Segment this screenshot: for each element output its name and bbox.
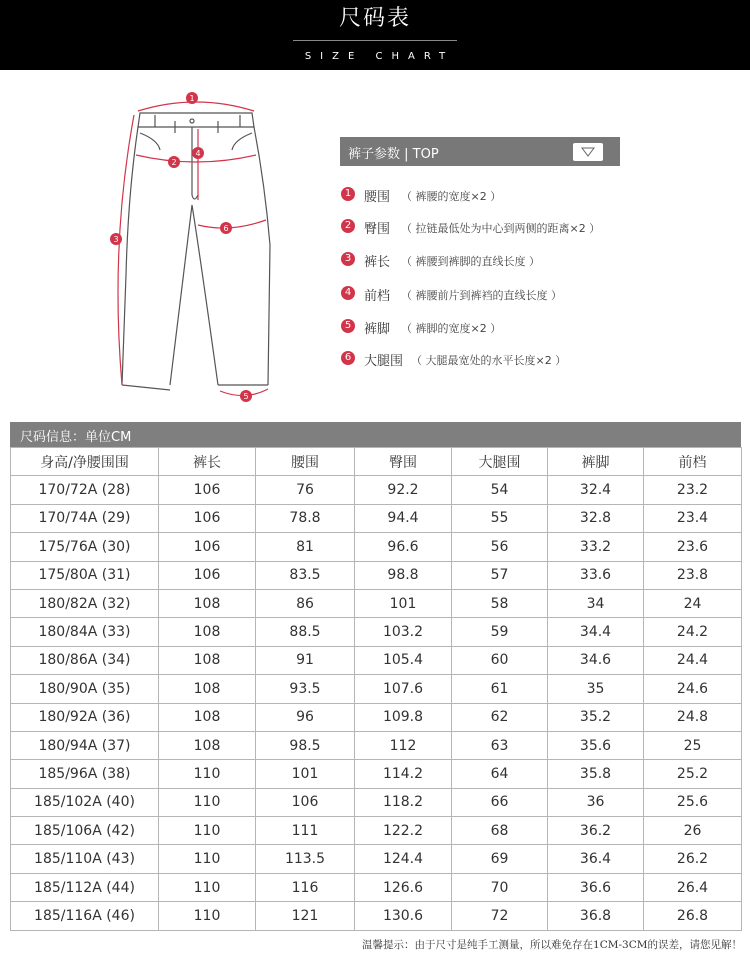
table-cell: 114.2 bbox=[355, 760, 452, 788]
table-cell: 36 bbox=[548, 788, 644, 816]
table-cell: 108 bbox=[159, 675, 256, 703]
table-cell: 101 bbox=[355, 589, 452, 617]
table-cell: 36.6 bbox=[548, 873, 644, 901]
legend-number-badge: 3 bbox=[341, 252, 355, 266]
table-cell: 106 bbox=[159, 561, 256, 589]
table-cell: 180/90A (35) bbox=[11, 675, 159, 703]
column-header: 前档 bbox=[644, 448, 742, 476]
pants-params-bar bbox=[340, 137, 620, 166]
table-cell: 98.8 bbox=[355, 561, 452, 589]
legend-desc: （ 裤腰前片到裤裆的直线长度 ） bbox=[401, 289, 562, 302]
table-cell: 66 bbox=[452, 788, 548, 816]
legend-item-hip bbox=[341, 218, 641, 236]
legend-number-badge: 6 bbox=[341, 351, 355, 365]
table-cell: 106 bbox=[159, 533, 256, 561]
table-header-row bbox=[11, 448, 742, 476]
table-caption: 尺码信息：单位CM bbox=[20, 430, 132, 445]
table-cell: 24 bbox=[644, 589, 742, 617]
legend-item-hem bbox=[341, 318, 641, 336]
table-cell: 91 bbox=[256, 646, 355, 674]
legend-desc: （ 拉链最低处为中心到两侧的距离×2 ） bbox=[401, 222, 601, 235]
table-cell: 185/102A (40) bbox=[11, 788, 159, 816]
legend-name: 臀围 bbox=[364, 222, 391, 237]
table-cell: 26.8 bbox=[644, 902, 742, 930]
legend-number-badge: 5 bbox=[341, 319, 355, 333]
table-cell: 35 bbox=[548, 675, 644, 703]
table-cell: 68 bbox=[452, 817, 548, 845]
table-cell: 110 bbox=[159, 760, 256, 788]
table-cell: 170/74A (29) bbox=[11, 504, 159, 532]
table-cell: 124.4 bbox=[355, 845, 452, 873]
table-cell: 70 bbox=[452, 873, 548, 901]
svg-text:6: 6 bbox=[223, 224, 229, 233]
table-cell: 93.5 bbox=[256, 675, 355, 703]
table-cell: 92.2 bbox=[355, 476, 452, 504]
legend-name: 大腿围 bbox=[364, 354, 404, 369]
table-cell: 111 bbox=[256, 817, 355, 845]
table-cell: 105.4 bbox=[355, 646, 452, 674]
table-row bbox=[11, 817, 742, 845]
table-cell: 170/72A (28) bbox=[11, 476, 159, 504]
triangle-down-icon bbox=[573, 143, 603, 161]
table-cell: 78.8 bbox=[256, 504, 355, 532]
svg-text:3: 3 bbox=[113, 235, 119, 244]
column-header: 臀围 bbox=[355, 448, 452, 476]
table-cell: 112 bbox=[355, 731, 452, 759]
table-cell: 94.4 bbox=[355, 504, 452, 532]
svg-text:4: 4 bbox=[195, 149, 201, 158]
table-row bbox=[11, 788, 742, 816]
table-cell: 55 bbox=[452, 504, 548, 532]
table-cell: 96.6 bbox=[355, 533, 452, 561]
table-cell: 76 bbox=[256, 476, 355, 504]
table-row bbox=[11, 873, 742, 901]
legend-name: 裤脚 bbox=[364, 322, 391, 337]
table-cell: 23.2 bbox=[644, 476, 742, 504]
measurement-note: 温馨提示：由于尺寸是纯手工测量，所以难免存在1CM-3CM的误差，请您见解！ bbox=[362, 939, 742, 951]
table-cell: 33.6 bbox=[548, 561, 644, 589]
table-cell: 180/94A (37) bbox=[11, 731, 159, 759]
table-cell: 180/86A (34) bbox=[11, 646, 159, 674]
table-cell: 62 bbox=[452, 703, 548, 731]
legend-item-length bbox=[341, 251, 641, 269]
legend-desc: （ 裤脚的宽度×2 ） bbox=[401, 322, 502, 335]
table-cell: 101 bbox=[256, 760, 355, 788]
table-cell: 103.2 bbox=[355, 618, 452, 646]
table-cell: 24.2 bbox=[644, 618, 742, 646]
legend-desc: （ 大腿最宽处的水平长度×2 ） bbox=[411, 354, 567, 367]
table-row bbox=[11, 618, 742, 646]
table-cell: 180/82A (32) bbox=[11, 589, 159, 617]
table-cell: 69 bbox=[452, 845, 548, 873]
table-cell: 106 bbox=[256, 788, 355, 816]
legend-desc: （ 裤腰的宽度×2 ） bbox=[401, 190, 502, 203]
table-cell: 60 bbox=[452, 646, 548, 674]
table-cell: 126.6 bbox=[355, 873, 452, 901]
column-header: 裤脚 bbox=[548, 448, 644, 476]
table-cell: 36.4 bbox=[548, 845, 644, 873]
params-dropdown-button[interactable] bbox=[573, 143, 603, 161]
table-row bbox=[11, 589, 742, 617]
table-cell: 108 bbox=[159, 589, 256, 617]
column-header: 身高/净腰围围 bbox=[11, 448, 159, 476]
legend-number-badge: 1 bbox=[341, 187, 355, 201]
table-cell: 26 bbox=[644, 817, 742, 845]
table-row bbox=[11, 703, 742, 731]
table-cell: 34.4 bbox=[548, 618, 644, 646]
table-cell: 122.2 bbox=[355, 817, 452, 845]
legend-number-badge: 2 bbox=[341, 219, 355, 233]
table-cell: 26.4 bbox=[644, 873, 742, 901]
legend-item-waist bbox=[341, 186, 641, 204]
table-row bbox=[11, 845, 742, 873]
page-subtitle: SIZE CHART bbox=[304, 51, 455, 62]
table-cell: 86 bbox=[256, 589, 355, 617]
table-cell: 25.6 bbox=[644, 788, 742, 816]
table-cell: 121 bbox=[256, 902, 355, 930]
page-header bbox=[0, 0, 750, 70]
column-header: 腰围 bbox=[256, 448, 355, 476]
table-cell: 36.8 bbox=[548, 902, 644, 930]
table-cell: 58 bbox=[452, 589, 548, 617]
table-cell: 180/92A (36) bbox=[11, 703, 159, 731]
table-cell: 24.4 bbox=[644, 646, 742, 674]
table-cell: 98.5 bbox=[256, 731, 355, 759]
legend-name: 腰围 bbox=[364, 190, 391, 205]
table-cell: 110 bbox=[159, 873, 256, 901]
table-cell: 33.2 bbox=[548, 533, 644, 561]
table-cell: 23.8 bbox=[644, 561, 742, 589]
legend-name: 裤长 bbox=[364, 255, 391, 270]
table-cell: 107.6 bbox=[355, 675, 452, 703]
table-cell: 110 bbox=[159, 845, 256, 873]
table-cell: 25.2 bbox=[644, 760, 742, 788]
table-cell: 83.5 bbox=[256, 561, 355, 589]
table-cell: 63 bbox=[452, 731, 548, 759]
table-cell: 108 bbox=[159, 646, 256, 674]
legend-item-thigh bbox=[341, 350, 641, 368]
table-row bbox=[11, 902, 742, 930]
table-cell: 109.8 bbox=[355, 703, 452, 731]
table-cell: 24.8 bbox=[644, 703, 742, 731]
table-cell: 81 bbox=[256, 533, 355, 561]
column-header: 裤长 bbox=[159, 448, 256, 476]
header-divider bbox=[293, 40, 457, 41]
table-cell: 130.6 bbox=[355, 902, 452, 930]
table-cell: 116 bbox=[256, 873, 355, 901]
table-row bbox=[11, 533, 742, 561]
table-row bbox=[11, 561, 742, 589]
legend-desc: （ 裤腰到裤脚的直线长度 ） bbox=[401, 255, 540, 268]
table-cell: 56 bbox=[452, 533, 548, 561]
table-cell: 24.6 bbox=[644, 675, 742, 703]
table-cell: 175/76A (30) bbox=[11, 533, 159, 561]
table-cell: 185/106A (42) bbox=[11, 817, 159, 845]
table-cell: 108 bbox=[159, 618, 256, 646]
table-cell: 32.8 bbox=[548, 504, 644, 532]
page-title: 尺码表 bbox=[338, 6, 411, 31]
table-cell: 113.5 bbox=[256, 845, 355, 873]
table-cell: 26.2 bbox=[644, 845, 742, 873]
table-row bbox=[11, 675, 742, 703]
table-caption-bar bbox=[10, 422, 741, 447]
table-cell: 110 bbox=[159, 788, 256, 816]
svg-text:1: 1 bbox=[189, 94, 195, 103]
params-bar-label: 裤子参数 | TOP bbox=[348, 147, 439, 162]
column-header: 大腿围 bbox=[452, 448, 548, 476]
table-row bbox=[11, 760, 742, 788]
legend-name: 前档 bbox=[364, 289, 391, 304]
table-cell: 35.8 bbox=[548, 760, 644, 788]
table-cell: 64 bbox=[452, 760, 548, 788]
table-cell: 23.6 bbox=[644, 533, 742, 561]
table-cell: 118.2 bbox=[355, 788, 452, 816]
table-cell: 34 bbox=[548, 589, 644, 617]
table-row bbox=[11, 731, 742, 759]
table-cell: 185/112A (44) bbox=[11, 873, 159, 901]
table-cell: 175/80A (31) bbox=[11, 561, 159, 589]
svg-text:5: 5 bbox=[243, 392, 249, 401]
table-cell: 185/116A (46) bbox=[11, 902, 159, 930]
table-cell: 88.5 bbox=[256, 618, 355, 646]
table-cell: 110 bbox=[159, 902, 256, 930]
legend-item-front-rise bbox=[341, 285, 641, 303]
table-cell: 35.6 bbox=[548, 731, 644, 759]
table-cell: 32.4 bbox=[548, 476, 644, 504]
table-cell: 23.4 bbox=[644, 504, 742, 532]
table-cell: 96 bbox=[256, 703, 355, 731]
table-cell: 185/110A (43) bbox=[11, 845, 159, 873]
table-row bbox=[11, 504, 742, 532]
table-row bbox=[11, 646, 742, 674]
table-cell: 110 bbox=[159, 817, 256, 845]
table-cell: 57 bbox=[452, 561, 548, 589]
svg-text:2: 2 bbox=[171, 158, 177, 167]
size-table bbox=[10, 447, 742, 931]
table-cell: 106 bbox=[159, 504, 256, 532]
table-cell: 54 bbox=[452, 476, 548, 504]
table-cell: 72 bbox=[452, 902, 548, 930]
table-cell: 34.6 bbox=[548, 646, 644, 674]
table-cell: 61 bbox=[452, 675, 548, 703]
table-cell: 185/96A (38) bbox=[11, 760, 159, 788]
table-cell: 180/84A (33) bbox=[11, 618, 159, 646]
table-cell: 35.2 bbox=[548, 703, 644, 731]
pants-diagram bbox=[100, 85, 290, 410]
table-cell: 59 bbox=[452, 618, 548, 646]
table-cell: 108 bbox=[159, 703, 256, 731]
table-cell: 106 bbox=[159, 476, 256, 504]
table-cell: 36.2 bbox=[548, 817, 644, 845]
table-cell: 25 bbox=[644, 731, 742, 759]
table-row bbox=[11, 476, 742, 504]
table-cell: 108 bbox=[159, 731, 256, 759]
legend-number-badge: 4 bbox=[341, 286, 355, 300]
